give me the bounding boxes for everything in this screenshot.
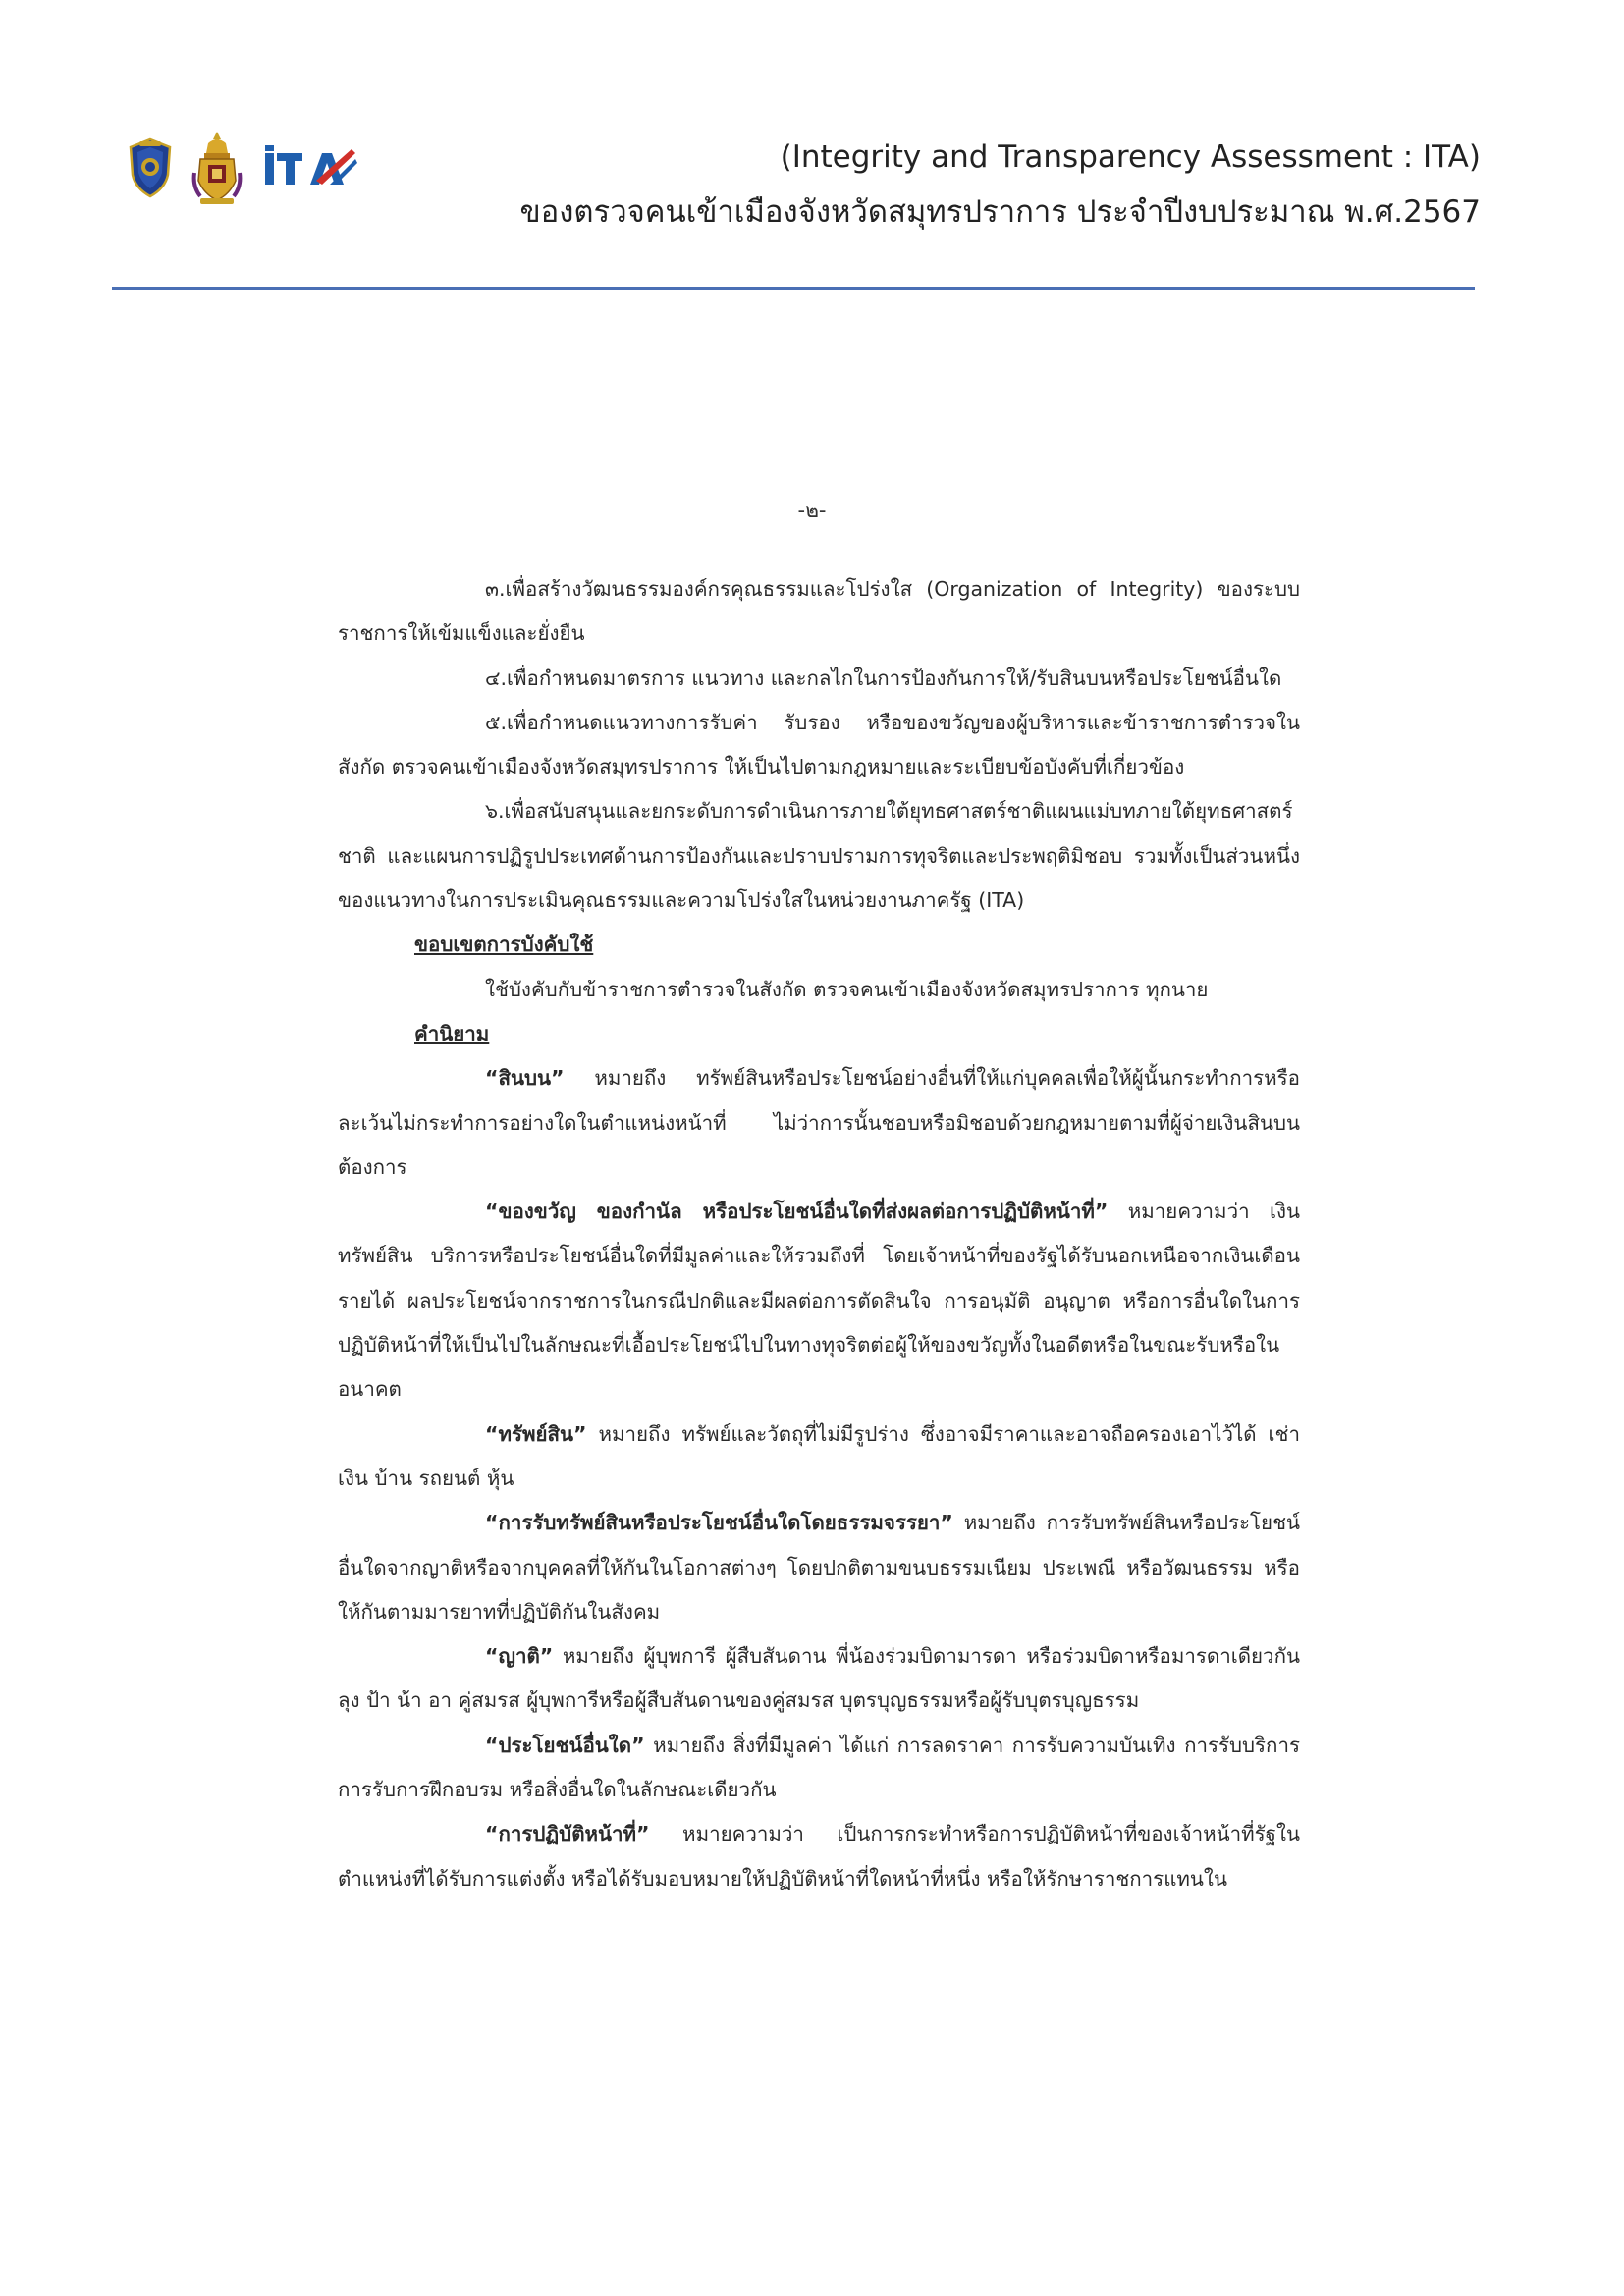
definition-term: “การรับทรัพย์สินหรือประโยชน์อื่นใดโดยธรรมจรรยา” — [485, 1511, 953, 1535]
police-badge-icon — [128, 137, 173, 198]
definition-term: “ของขวัญ ของกำนัล หรือประโยชน์อื่นใดที่ส่งผลต่อการปฏิบัติหน้าที่” — [485, 1200, 1109, 1224]
header-logos — [128, 130, 359, 206]
definition-other-benefits — [338, 1724, 1300, 1813]
definition-term: “ญาติ” — [485, 1644, 554, 1669]
definition-text: หมายความว่า เป็นการกระทำหรือการปฏิบัติหน้าที่ของเจ้าหน้าที่รัฐในตำแหน่งที่ได้รับการแต่งตั้ง หรือได้รับมอบหมายให้ปฏิบัติหน้าที่ใดหน้าที่หนึ่ง หรือให้รักษาราชการแทนใน — [338, 1822, 1300, 1891]
definition-text: หมายถึง ทรัพย์สินหรือประโยชน์อย่างอื่นที่ให้แก่บุคคลเพื่อให้ผู้นั้นกระทำการหรือละเว้นไม่กระทำการอย่างใดในตำแหน่งหน้าที่ ไม่ว่าการนั้นชอบหรือมิชอบด้วยกฎหมายตามที่ผู้จ่ายเงินสินบนต้องการ — [338, 1066, 1300, 1179]
definition-relatives — [338, 1634, 1300, 1724]
paragraph-objective-3: ๓.เพื่อสร้างวัฒนธรรมองค์กรคุณธรรมและโปร่งใส (Organization of Integrity) ของระบบราชการให้เข้มแข็งและยั่งยืน — [338, 577, 1300, 646]
paragraph-objective-6: ๖.เพื่อสนับสนุนและยกระดับการดำเนินการภายใต้ยุทธศาสตร์ชาติแผนแม่บทภายใต้ยุทธศาสตร์ชาติ และแผนการปฏิรูปประเทศด้านการป้องกันและปราบปรามการทุจริตและประพฤติมิชอบ รวมทั้งเป็นส่วนหนึ่งของแนวทางในการประเมินคุณธรรมและความโปร่งใสในหน่วยงานภาครัฐ (ITA) — [338, 799, 1300, 913]
ita-logo-icon — [261, 141, 359, 194]
definition-property — [338, 1413, 1300, 1502]
document-body — [338, 567, 1300, 1901]
definition-text: หมายถึง ผู้บุพการี ผู้สืบสันดาน พี่น้องร่วมบิดามารดา หรือร่วมบิดาหรือมารดาเดียวกัน ลุง ป้า น้า อา คู่สมรส ผู้บุพการีหรือผู้สืบสันดานของคู่สมรส บุตรบุญธรรมหรือผู้รับบุตรบุญธรรม — [338, 1644, 1300, 1713]
scope-text: ใช้บังคับกับข้าราชการตำรวจในสังกัด ตรวจคนเข้าเมืองจังหวัดสมุทรปราการ ทุกนาย — [485, 977, 1209, 1001]
definition-text: หมายถึง การรับทรัพย์สินหรือประโยชน์อื่นใดจากญาติหรือจากบุคคลที่ให้กันในโอกาสต่างๆ โดยปกติตามขนบธรรมเนียม ประเพณี หรือวัฒนธรรม หรือให้กันตามมารยาทที่ปฏิบัติกันในสังคม — [338, 1511, 1300, 1624]
definition-term: “การปฏิบัติหน้าที่” — [485, 1822, 650, 1846]
definitions-heading: คำนิยาม — [414, 1021, 490, 1045]
definition-term: “สินบน” — [485, 1066, 565, 1091]
page-number: -๒- — [797, 499, 827, 522]
paragraph-objective-4: ๔.เพื่อกำหนดมาตรการ แนวทาง และกลไกในการป้องกันการให้/รับสินบนหรือประโยชน์อื่นใด — [485, 666, 1282, 690]
definition-duty — [338, 1812, 1300, 1901]
definition-text: หมายถึง สิ่งที่มีมูลค่า ได้แก่ การลดราคา การรับความบันเทิง การรับบริการ การรับการฝึกอบรม หรือสิ่งอื่นใดในลักษณะเดียวกัน — [338, 1733, 1300, 1802]
definition-gift — [338, 1190, 1300, 1412]
definition-text: หมายความว่า เงิน ทรัพย์สิน บริการหรือประโยชน์อื่นใดที่มีมูลค่าและให้รวมถึงที่ โดยเจ้าหน้าที่ของรัฐได้รับนอกเหนือจากเงินเดือน รายได้ ผลประโยชน์จากราชการในกรณีปกติและมีผลต่อการตัดสินใจ การอนุมัติ อนุญาต หรือการอื่นใดในการปฏิบัติหน้าที่ให้เป็นไปในลักษณะที่เอื้อประโยชน์ไปในทางทุจริตต่อผู้ให้ของขวัญทั้งในอดีตหรือในขณะรับหรือในอนาคต — [338, 1200, 1300, 1402]
header-title-en: (Integrity and Transparency Assessment : ITA) — [780, 139, 1481, 175]
header-title — [519, 135, 1481, 234]
scope-heading: ขอบเขตการบังคับใช้ — [414, 933, 594, 957]
definition-term: “ประโยชน์อื่นใด” — [485, 1733, 645, 1757]
definition-ethical-receipt — [338, 1501, 1300, 1634]
header-divider — [112, 287, 1475, 290]
definition-bribe — [338, 1056, 1300, 1190]
emblem-icon — [190, 130, 244, 206]
paragraph-objective-5: ๕.เพื่อกำหนดแนวทางการรับค่า รับรอง หรือของขวัญของผู้บริหารและข้าราชการตำรวจในสังกัด ตรวจคนเข้าเมืองจังหวัดสมุทรปราการ ให้เป็นไปตามกฎหมายและระเบียบข้อบังคับที่เกี่ยวข้อง — [338, 710, 1300, 779]
definition-term: “ทรัพย์สิน” — [485, 1421, 587, 1446]
definition-text: หมายถึง ทรัพย์และวัตถุที่ไม่มีรูปร่าง ซึ่งอาจมีราคาและอาจถือครองเอาไว้ได้ เช่า เงิน บ้าน รถยนต์ หุ้น — [338, 1421, 1300, 1490]
header-title-th: ของตรวจคนเข้าเมืองจังหวัดสมุทรปราการ ประจำปีงบประมาณ พ.ศ.2567 — [519, 194, 1481, 230]
